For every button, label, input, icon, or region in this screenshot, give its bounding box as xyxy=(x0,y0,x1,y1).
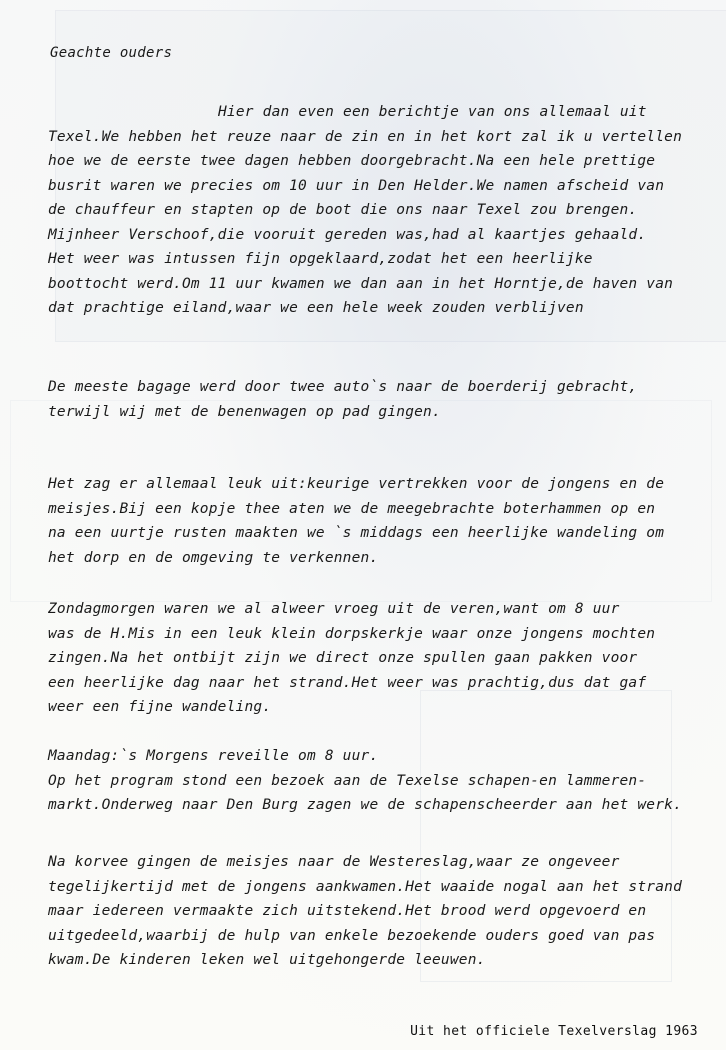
paragraph-arrival xyxy=(48,100,688,321)
paragraph-first-day: Het zag er allemaal leuk uit:keurige vertrekken voor de jongens en de meisjes.Bij een kopje thee aten we de meegebrachte boterhammen op en na een uurtje rusten maakten we `s middags een heerlijke wandeling om het dorp en de omgeving te verkennen. xyxy=(48,476,665,566)
source-caption: Uit het officiele Texelverslag 1963 xyxy=(410,1024,698,1039)
paragraph-first-line: Hier dan even een berichtje van ons allemaal uit xyxy=(218,104,647,120)
paragraph-monday: Maandag:`s Morgens reveille om 8 uur. Op het program stond een bezoek aan de Texelse schapen-en lammeren- markt.Onderweg naar Den Burg zagen we de schapenscheerder aan het werk. xyxy=(48,748,683,813)
paragraph-luggage: De meeste bagage werd door twee auto`s naar de boerderij gebracht, terwijl wij met de benenwagen op pad gingen. xyxy=(48,379,638,420)
paragraph-sunday: Zondagmorgen waren we al alweer vroeg uit de veren,want om 8 uur was de H.Mis in een leuk klein dorpskerkje waar onze jongens mochten zingen.Na het ontbijt zijn we direct onze spullen gaan pakken voor een heerlijke dag naar het strand.Het weer was prachtig,dus dat gaf weer een fijne wandeling. xyxy=(48,601,656,715)
letter-greeting: Geachte ouders xyxy=(50,45,173,61)
paragraph-beach: Na korvee gingen de meisjes naar de Westereslag,waar ze ongeveer tegelijkertijd met de jongens aankwamen.Het waaide nogal aan het strand maar iedereen vermaakte zich uitstekend.Het brood werd opgevoerd en uitgedeeld,waarbij de hulp van enkele bezoekende ouders goed van pas kwam.De kinderen leken wel uitgehongerde leeuwen. xyxy=(48,854,683,968)
paragraph-body: Texel.We hebben het reuze naar de zin en in het kort zal ik u vertellen hoe we de eerste twee dagen hebben doorgebracht.Na een hele prettige busrit waren we precies om 10 uur in Den Helder.We namen afscheid van de chauffeur en stapten op de boot die ons naar Texel zou brengen. Mijnheer Verschoof,die vooruit gereden was,had al kaartjes gehaald. Het weer was intussen fijn opgeklaard,zodat het een heerlijke boottocht werd.Om 11 uur kwamen we dan aan in het Horntje,de haven van dat prachtige eiland,waar we een hele week zouden verblijven xyxy=(48,128,683,316)
